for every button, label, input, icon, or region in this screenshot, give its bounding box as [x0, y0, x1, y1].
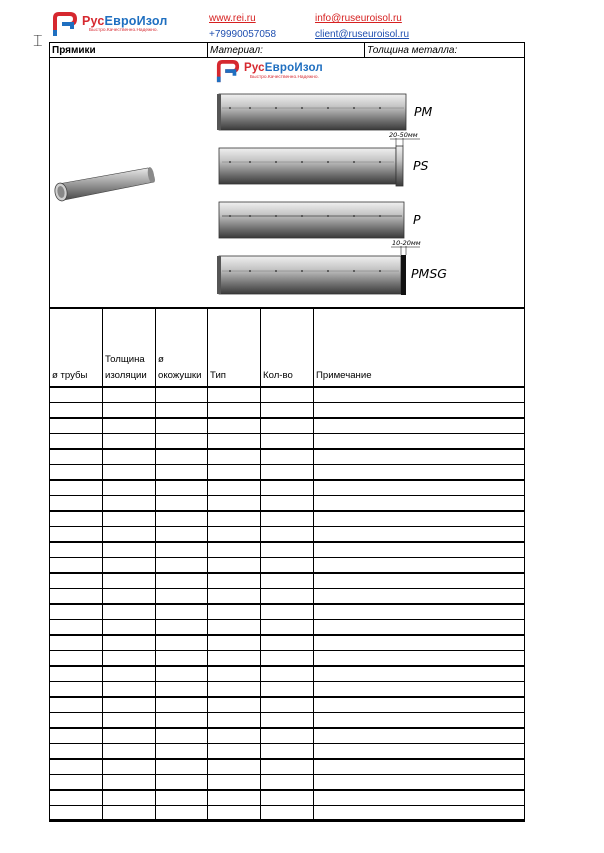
table-cell[interactable]	[50, 729, 101, 743]
table-cell[interactable]	[156, 698, 206, 712]
table-cell[interactable]	[156, 450, 206, 464]
table-cell[interactable]	[50, 698, 101, 712]
table-cell[interactable]	[156, 636, 206, 650]
table-cell[interactable]	[50, 434, 101, 448]
table-cell[interactable]	[156, 791, 206, 805]
table-cell[interactable]	[50, 527, 101, 541]
table-cell[interactable]	[103, 713, 154, 727]
table-cell[interactable]	[314, 744, 524, 758]
table-cell[interactable]	[261, 775, 312, 789]
table-cell[interactable]	[50, 667, 101, 681]
table-cell[interactable]	[208, 589, 259, 603]
table-cell[interactable]	[208, 543, 259, 557]
table-cell[interactable]	[261, 512, 312, 526]
table-cell[interactable]	[103, 744, 154, 758]
diagram-logo-text-b: ЕвроИзол	[264, 62, 323, 74]
table-cell[interactable]	[103, 620, 154, 634]
table-cell[interactable]	[103, 481, 154, 495]
pipe-type-label-ps: PS	[413, 158, 429, 173]
table-cell[interactable]	[314, 527, 524, 541]
table-cell[interactable]	[50, 419, 101, 433]
table-cell[interactable]	[103, 450, 154, 464]
table-cell[interactable]	[50, 481, 101, 495]
table-cell[interactable]	[208, 512, 259, 526]
table-cell[interactable]	[261, 713, 312, 727]
table-cell[interactable]	[50, 543, 101, 557]
table-cell[interactable]	[103, 760, 154, 774]
table-cell[interactable]	[208, 667, 259, 681]
table-cell[interactable]	[314, 481, 524, 495]
table-cell[interactable]	[314, 729, 524, 743]
table-cell[interactable]	[314, 682, 524, 696]
table-cell[interactable]	[103, 434, 154, 448]
table-cell[interactable]	[314, 403, 524, 417]
table-cell[interactable]	[50, 589, 101, 603]
table-cell[interactable]	[261, 574, 312, 588]
table-cell[interactable]	[103, 465, 154, 479]
table-cell[interactable]	[314, 636, 524, 650]
table-cell[interactable]	[50, 775, 101, 789]
table-cell[interactable]	[103, 775, 154, 789]
table-cell[interactable]	[50, 651, 101, 665]
column-header-line: ø трубы	[52, 370, 88, 381]
diagram-logo-text-a: Рус	[244, 62, 265, 74]
iso-pipe	[54, 167, 156, 202]
company-logo	[52, 12, 182, 38]
table-cell[interactable]	[156, 682, 206, 696]
table-cell[interactable]	[261, 450, 312, 464]
table-cell[interactable]	[261, 806, 312, 820]
pipe-diagram	[50, 58, 524, 308]
email-info-link[interactable]: info@ruseuroisol.ru	[315, 13, 402, 24]
table-cell[interactable]	[314, 620, 524, 634]
pipe-type-label-pmsg: PMSG	[411, 266, 447, 281]
table-cell[interactable]	[208, 434, 259, 448]
table-cell[interactable]	[261, 388, 312, 402]
table-cell[interactable]	[156, 527, 206, 541]
table-cell[interactable]	[103, 636, 154, 650]
table-cell[interactable]	[50, 512, 101, 526]
table-cell[interactable]	[261, 419, 312, 433]
table-cell[interactable]	[156, 434, 206, 448]
column-header-line: Тип	[210, 370, 226, 381]
table-cell[interactable]	[50, 558, 101, 572]
pipe-dimension-pmsg: 10-20мм	[392, 239, 421, 247]
table-cell[interactable]	[103, 403, 154, 417]
table-cell[interactable]	[50, 760, 101, 774]
table-cell[interactable]	[314, 651, 524, 665]
table-cell[interactable]	[314, 806, 524, 820]
table-cell[interactable]	[156, 465, 206, 479]
table-cell[interactable]	[156, 496, 206, 510]
table-cell[interactable]	[208, 605, 259, 619]
table-cell[interactable]	[208, 481, 259, 495]
column-header-line: изоляции	[105, 370, 147, 381]
table-cell[interactable]	[50, 806, 101, 820]
website-link[interactable]: www.rei.ru	[209, 13, 256, 24]
table-cell[interactable]	[156, 806, 206, 820]
column-header-line: ø	[158, 354, 164, 365]
table-cell[interactable]	[103, 589, 154, 603]
table-cell[interactable]	[50, 605, 101, 619]
table-cell[interactable]	[208, 760, 259, 774]
table-cell[interactable]	[208, 744, 259, 758]
table-cell[interactable]	[156, 605, 206, 619]
text-cursor-icon: ⌶	[33, 33, 43, 50]
table-cell[interactable]	[208, 403, 259, 417]
table-cell[interactable]	[261, 481, 312, 495]
rivet-dots	[229, 107, 381, 272]
table-cell[interactable]	[208, 574, 259, 588]
table-cell[interactable]	[314, 419, 524, 433]
table-cell[interactable]	[208, 651, 259, 665]
table-cell[interactable]	[314, 434, 524, 448]
table-cell[interactable]	[50, 620, 101, 634]
logo-text-b: ЕвроИзол	[104, 14, 168, 28]
table-cell[interactable]	[50, 791, 101, 805]
table-cell[interactable]	[208, 775, 259, 789]
table-cell[interactable]	[50, 403, 101, 417]
phone-link[interactable]: +79990057058	[209, 29, 277, 40]
table-cell[interactable]	[208, 698, 259, 712]
table-cell[interactable]	[208, 388, 259, 402]
table-cell[interactable]	[156, 667, 206, 681]
pipe-pmsg	[217, 246, 420, 295]
table-row-divider	[49, 820, 525, 822]
table-cell[interactable]	[314, 558, 524, 572]
table-cell[interactable]	[261, 605, 312, 619]
table-cell[interactable]	[208, 791, 259, 805]
table-cell[interactable]	[314, 667, 524, 681]
table-cell[interactable]	[208, 636, 259, 650]
table-cell[interactable]	[261, 496, 312, 510]
table-cell[interactable]	[261, 651, 312, 665]
table-cell[interactable]	[50, 574, 101, 588]
table-cell[interactable]	[103, 527, 154, 541]
table-cell[interactable]	[261, 682, 312, 696]
table-cell[interactable]	[156, 775, 206, 789]
table-cell[interactable]	[50, 682, 101, 696]
table-cell[interactable]	[103, 651, 154, 665]
table-cell[interactable]	[314, 713, 524, 727]
table-cell[interactable]	[156, 512, 206, 526]
form-title: Прямики	[52, 45, 96, 56]
table-cell[interactable]	[50, 744, 101, 758]
pipe-type-label-pm: PM	[414, 104, 433, 119]
table-cell[interactable]	[156, 744, 206, 758]
table-cell[interactable]	[156, 651, 206, 665]
table-cell[interactable]	[261, 760, 312, 774]
table-cell[interactable]	[314, 775, 524, 789]
table-cell[interactable]	[208, 729, 259, 743]
table-cell[interactable]	[103, 791, 154, 805]
table-cell[interactable]	[314, 589, 524, 603]
table-cell[interactable]	[261, 698, 312, 712]
table-cell[interactable]	[261, 667, 312, 681]
logo-text-a: Рус	[82, 14, 105, 28]
table-cell[interactable]	[103, 419, 154, 433]
table-cell[interactable]	[314, 791, 524, 805]
table-cell[interactable]	[314, 760, 524, 774]
column-header-line: Кол-во	[263, 370, 293, 381]
table-cell[interactable]	[103, 574, 154, 588]
table-cell[interactable]	[261, 620, 312, 634]
table-cell[interactable]	[261, 527, 312, 541]
logo-tagline: Быстро.Качественно.Надежно.	[89, 28, 158, 33]
table-cell[interactable]	[156, 760, 206, 774]
column-header-line: Толщина	[105, 354, 145, 365]
table-cell[interactable]	[103, 543, 154, 557]
table-cell[interactable]	[156, 558, 206, 572]
table-cell[interactable]	[208, 419, 259, 433]
table-cell[interactable]	[156, 543, 206, 557]
pipe-dimension-ps: 20-50мм	[389, 131, 418, 139]
table-cell[interactable]	[208, 527, 259, 541]
table-cell[interactable]	[50, 636, 101, 650]
table-cell[interactable]	[261, 791, 312, 805]
table-cell[interactable]	[261, 558, 312, 572]
table-cell[interactable]	[261, 543, 312, 557]
table-cell[interactable]	[314, 465, 524, 479]
table-cell[interactable]	[50, 388, 101, 402]
table-cell[interactable]	[156, 403, 206, 417]
table-cell[interactable]	[208, 450, 259, 464]
table-cell[interactable]	[156, 388, 206, 402]
table-cell[interactable]	[156, 620, 206, 634]
table-cell[interactable]	[208, 713, 259, 727]
table-cell[interactable]	[156, 729, 206, 743]
table-cell[interactable]	[261, 729, 312, 743]
table-cell[interactable]	[314, 450, 524, 464]
table-cell[interactable]	[208, 682, 259, 696]
email-client-link[interactable]: client@ruseuroisol.ru	[315, 29, 410, 40]
table-cell[interactable]	[314, 512, 524, 526]
table-cell[interactable]	[103, 667, 154, 681]
table-cell[interactable]	[103, 698, 154, 712]
table-cell[interactable]	[314, 698, 524, 712]
table-cell[interactable]	[261, 465, 312, 479]
table-cell[interactable]	[103, 682, 154, 696]
table-cell[interactable]	[208, 465, 259, 479]
table-cell[interactable]	[156, 574, 206, 588]
order-table	[49, 308, 525, 823]
table-cell[interactable]	[314, 543, 524, 557]
column-header-line: Примечание	[316, 370, 372, 381]
table-cell[interactable]	[50, 713, 101, 727]
table-cell[interactable]	[261, 636, 312, 650]
table-cell[interactable]	[208, 558, 259, 572]
table-cell[interactable]	[103, 496, 154, 510]
table-cell[interactable]	[103, 806, 154, 820]
table-cell[interactable]	[314, 388, 524, 402]
table-cell[interactable]	[103, 558, 154, 572]
table-cell[interactable]	[103, 388, 154, 402]
table-cell[interactable]	[156, 713, 206, 727]
table-cell[interactable]	[208, 806, 259, 820]
column-header-line: окожушки	[158, 370, 202, 381]
table-cell[interactable]	[103, 512, 154, 526]
table-cell[interactable]	[314, 605, 524, 619]
table-cell[interactable]	[103, 605, 154, 619]
table-cell[interactable]	[261, 744, 312, 758]
table-cell[interactable]	[156, 589, 206, 603]
table-cell[interactable]	[50, 465, 101, 479]
table-cell[interactable]	[261, 403, 312, 417]
table-cell[interactable]	[50, 496, 101, 510]
table-cell[interactable]	[103, 729, 154, 743]
material-label: Материал:	[210, 45, 263, 56]
table-cell[interactable]	[261, 589, 312, 603]
logo-pipe-icon	[52, 12, 78, 38]
table-cell[interactable]	[314, 496, 524, 510]
pipe-p	[219, 202, 404, 238]
table-cell[interactable]	[50, 450, 101, 464]
pipe-pm	[217, 94, 406, 130]
table-cell[interactable]	[156, 419, 206, 433]
table-cell[interactable]	[208, 620, 259, 634]
diagram-logo-tagline: Быстро.Качественно.Надежно.	[250, 75, 319, 80]
table-cell[interactable]	[156, 481, 206, 495]
table-cell[interactable]	[261, 434, 312, 448]
pipe-type-label-p: P	[413, 212, 421, 227]
thickness-label: Толщина металла:	[367, 45, 458, 56]
table-cell[interactable]	[208, 496, 259, 510]
table-cell[interactable]	[314, 574, 524, 588]
